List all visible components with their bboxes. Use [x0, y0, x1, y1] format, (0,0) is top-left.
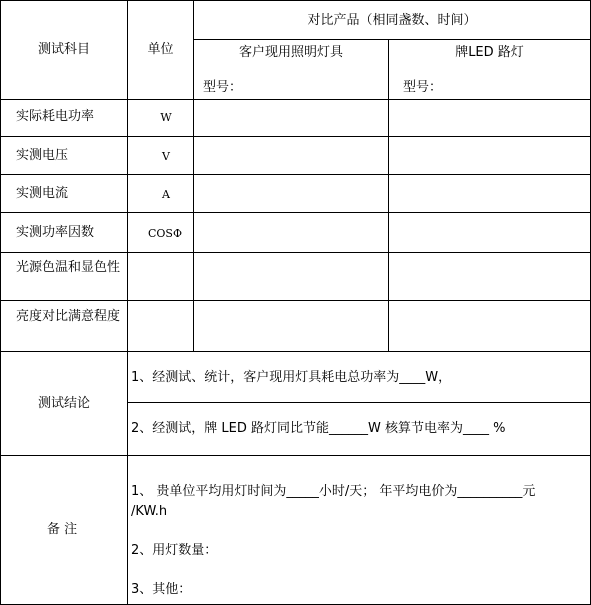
- border-left: [0, 0, 1, 605]
- row-unit-current: A: [162, 188, 170, 201]
- rule-compare-title: [193, 39, 591, 40]
- header-model-b: 型号：: [403, 80, 443, 95]
- row-item-power: 实际耗电功率: [16, 109, 95, 124]
- conclusion-line-2: 2、经测试，牌 LED 路灯同比节能______W 核算节电率为____ %: [131, 421, 506, 436]
- remarks-line-1-cont: /KW.h: [131, 504, 168, 519]
- rule-col-product: [388, 39, 389, 351]
- rule-row-4: [0, 252, 591, 253]
- row-unit-power-factor: COSΦ: [148, 227, 182, 240]
- rule-row-5: [0, 300, 591, 301]
- rule-conclusion-bottom: [0, 455, 591, 456]
- remarks-line-1: 1、 贵单位平均用灯时间为_____小时/天； 年平均电价为__________元: [131, 484, 536, 499]
- header-unit: 单位: [147, 42, 174, 57]
- remarks-line-3: 3、其他：: [131, 582, 192, 597]
- row-item-color-temp: 光源色温和显色性: [16, 260, 121, 275]
- header-product-b: 牌LED 路灯: [455, 45, 524, 60]
- row-unit-voltage: V: [162, 150, 170, 163]
- row-unit-power: W: [160, 111, 172, 124]
- row-item-current: 实测电流: [16, 186, 69, 201]
- row-item-power-factor: 实测功率因数: [16, 225, 95, 240]
- rule-row-2: [0, 174, 591, 175]
- rule-col-item: [127, 0, 128, 605]
- border-top: [0, 0, 591, 1]
- header-test-item: 测试科目: [37, 42, 90, 57]
- rule-row-3: [0, 212, 591, 213]
- rule-conclusion-mid: [127, 402, 591, 403]
- row-item-brightness: 亮度对比满意程度: [16, 309, 121, 324]
- header-product-a: 客户现用照明灯具: [238, 45, 343, 60]
- row-item-voltage: 实测电压: [16, 148, 69, 163]
- rule-header-bottom: [0, 99, 591, 100]
- conclusion-line-1: 1、经测试、统计，客户现用灯具耗电总功率为____W，: [131, 370, 452, 385]
- header-compare-title: 对比产品（相同盏数、时间）: [307, 13, 477, 28]
- rule-row-1: [0, 136, 591, 137]
- conclusion-label: 测试结论: [37, 396, 90, 411]
- rule-row-6: [0, 351, 591, 352]
- remarks-label: 备 注: [47, 522, 78, 537]
- remarks-line-2: 2、用灯数量：: [131, 543, 218, 558]
- header-model-a: 型号：: [203, 80, 243, 95]
